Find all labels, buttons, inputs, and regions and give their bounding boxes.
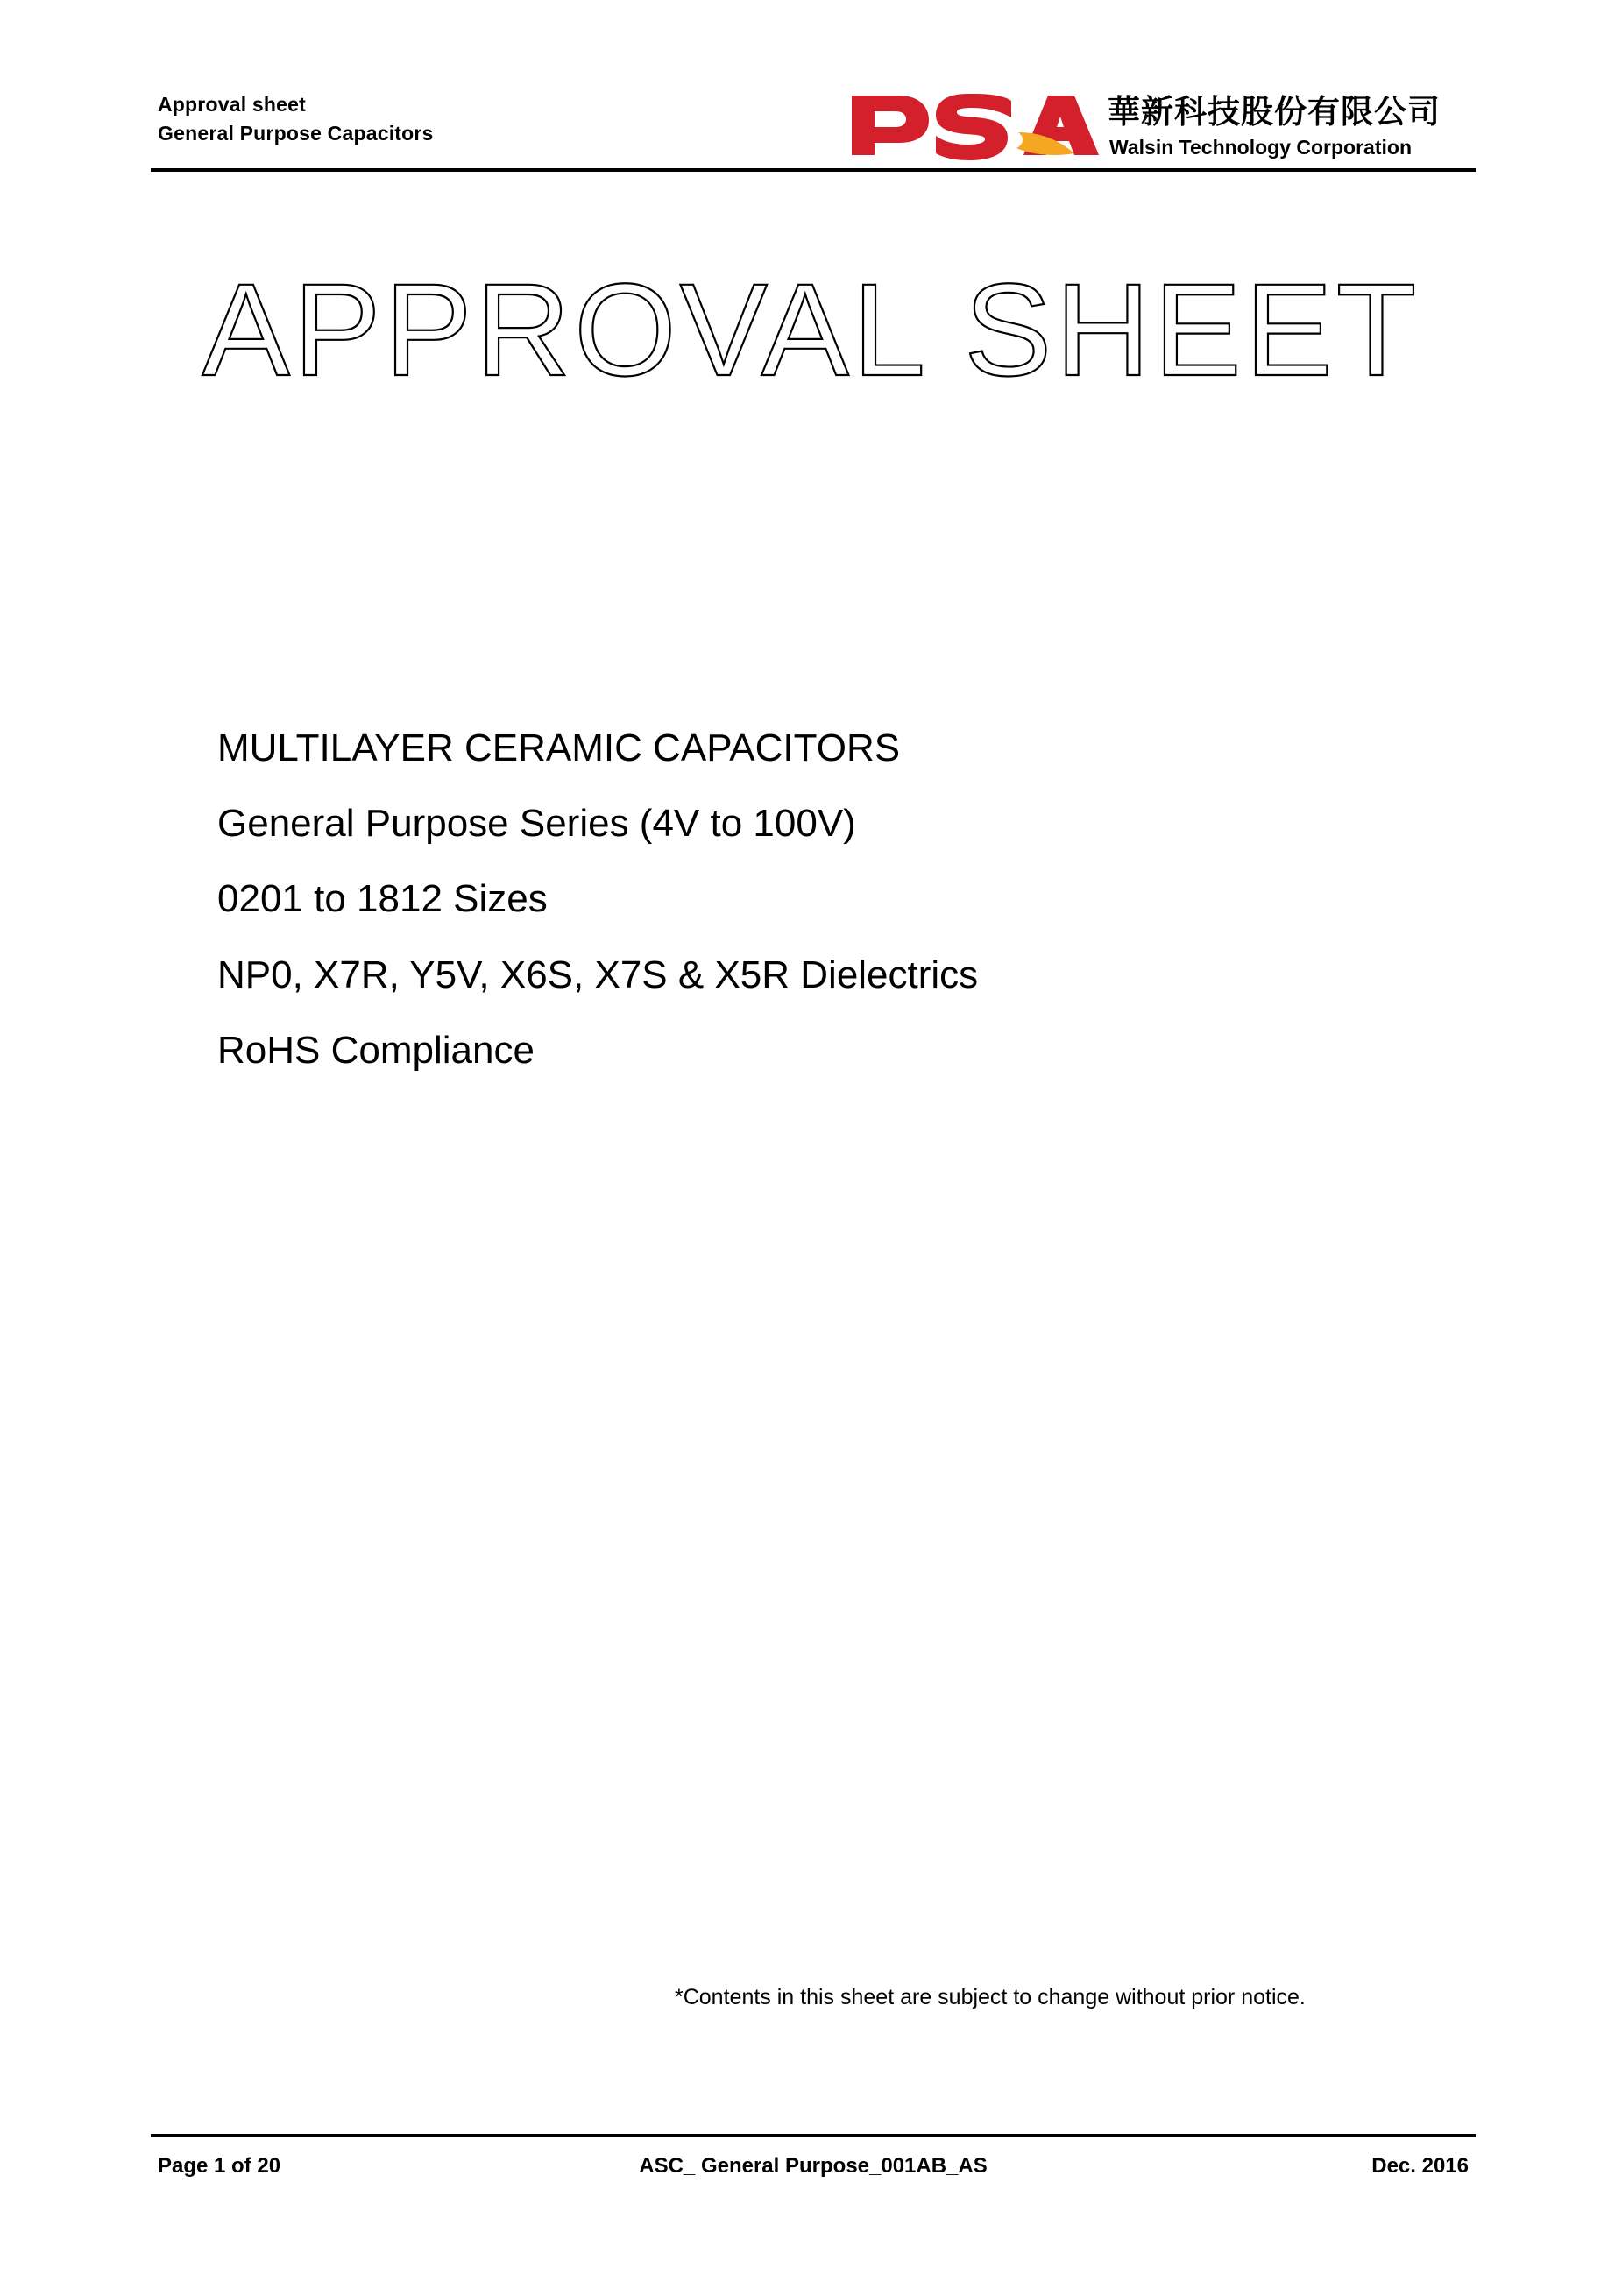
page-header [151,83,1476,180]
header-branding [845,83,1476,171]
description-line: NP0, X7R, Y5V, X6S, X7S & X5R Dielectrics [217,953,979,996]
header-subject-line2: General Purpose Capacitors [158,122,434,145]
description-line: RoHS Compliance [217,1028,535,1072]
header-subject [158,90,434,149]
description-line: General Purpose Series (4V to 100V) [217,802,856,846]
page-title: APPROVAL SHEET [202,256,1420,403]
header-divider [151,168,1476,172]
footer-divider [151,2134,1476,2137]
disclaimer-note: *Contents in this sheet are subject to change without prior notice. [675,1985,1306,2009]
product-description [217,719,1444,1096]
company-name-chinese: 華新科技股份有限公司 [1108,94,1441,130]
company-name-english: Walsin Technology Corporation [1109,136,1412,159]
psa-logo-icon [845,89,1099,162]
header-subject-line1: Approval sheet [158,93,306,116]
page-footer [151,2149,1476,2193]
description-line: MULTILAYER CERAMIC CAPACITORS [217,726,901,769]
document-id: ASC_ General Purpose_001AB_AS [639,2154,988,2178]
document-date: Dec. 2016 [1371,2154,1469,2178]
page-number: Page 1 of 20 [158,2154,281,2178]
description-line: 0201 to 1812 Sizes [217,877,548,921]
